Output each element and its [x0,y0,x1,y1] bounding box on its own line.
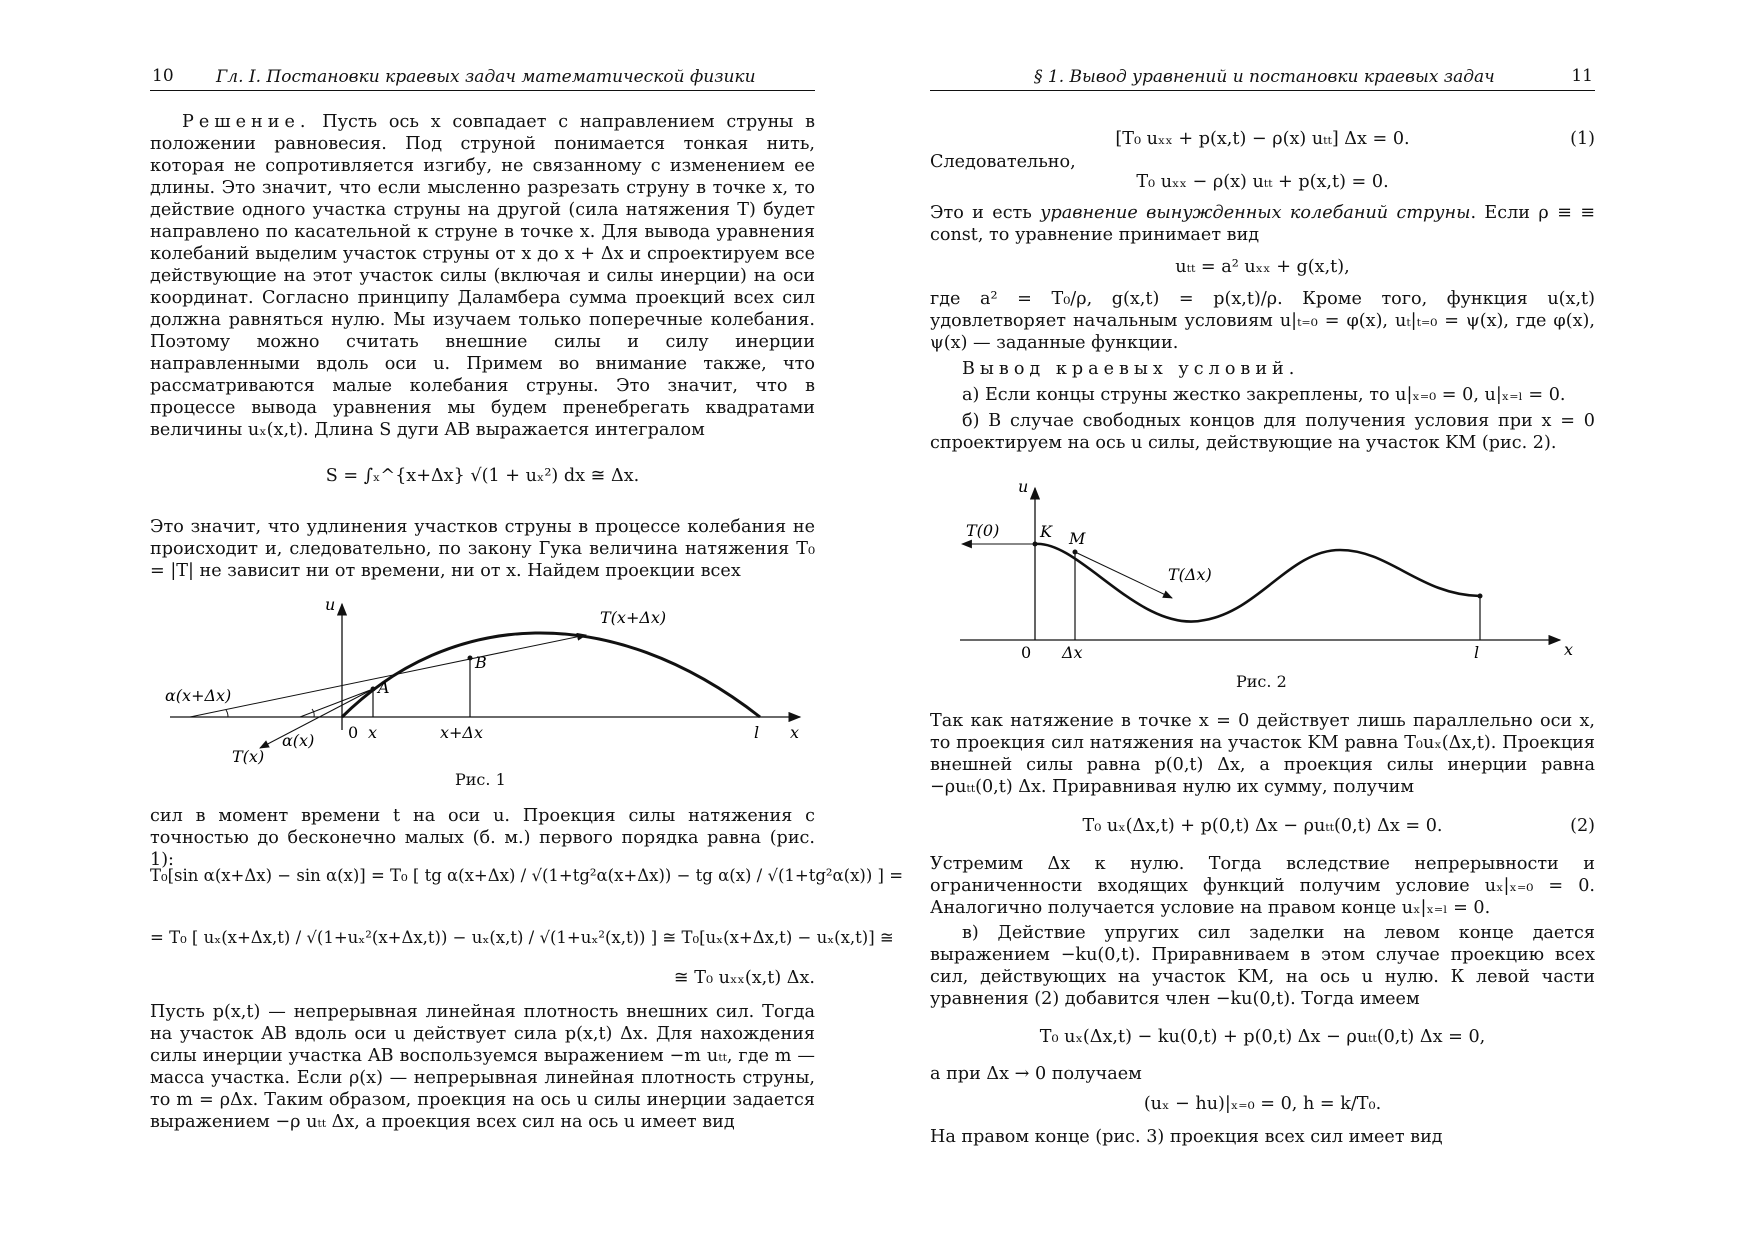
fig1-label-xdx-tick: x+Δx [440,723,484,742]
left-running-title: Гл. I. Постановки краевых задач математической физики [216,67,756,87]
fig2-label-l: l [1474,643,1480,660]
fig2-label-k: K [1040,522,1052,541]
fig1-label-t-xdx: T(x+Δx) [600,608,667,627]
tangent-a-ext [300,689,373,717]
fig1-label-x-tick: x [368,723,378,742]
paragraph-4: Пусть p(x,t) — непрерывная линейная плотность внешних сил. Тогда на участок AB вдоль оси u действует сила p(x,t) Δx. Для нахождения силы инерции участка AB воспользуемся выражением −m uₜₜ, где m — масса участка. Если ρ(x) — непрерывная линейная плотность струны, то m = ρΔx. Таким образом, проекция на ось u силы инерции задается выражением −ρ uₜₜ Δx, а проекция всех сил на ось u имеет вид [150,1002,815,1132]
paragraph-3: сил в момент времени t на оси u. Проекция силы натяжения с точностью до бесконечно малых (б. м.) первого порядка равна (рис. 1): [150,806,815,870]
bc-heading: Вывод краевых условий. [962,359,1300,379]
consequently-text: Следовательно, [930,152,1076,172]
right-running-title: § 1. Вывод уравнений и постановки краевых задач [1034,67,1495,87]
fig2-label-dx: Δx [1062,643,1083,660]
fig2-label-origin: 0 [1021,643,1032,660]
alpha-xdx-arc [226,710,228,717]
point-b [468,656,473,661]
equation-projection-line-3: ≅ T₀ uₓₓ(x,t) Δx. [673,968,815,988]
fig1-label-origin: 0 [348,723,359,742]
equation-arc-length: S = ∫ₓ^{x+Δx} √(1 + uₓ²) dx ≅ Δx. [325,466,640,486]
paragraph-5: Так как натяжение в точке x = 0 действует лишь параллельно оси x, то проекция сил натяжения на участок KM равна T₀uₓ(Δx,t). Проекция внешней силы равна p(0,t) Δx, а проекция силы инерции равна −ρuₜₜ(0,t) Δx. Приравнивая нулю их сумму, получим [930,711,1595,797]
equation-projection-line-1: T₀[sin α(x+Δx) − sin α(x)] = T₀ [ tg α(x+Δx) / √(1+tg²α(x+Δx)) − tg α(x) / √(1+tg²α(x)) ] = [150,866,904,885]
equation-1 [930,128,1595,150]
right-header [930,64,1595,91]
paragraph-9: На правом конце (рис. 3) проекция всех сил имеет вид [930,1127,1443,1147]
fig2-label-tdx: T(Δx) [1168,565,1212,584]
fig1-label-b: B [475,653,487,672]
fig1-label-l: l [754,723,760,742]
fig1-label-t-x: T(x) [232,747,265,765]
string-curve [342,633,760,717]
paragraph-where: где a² = T₀/ρ, g(x,t) = p(x,t)/ρ. Кроме того, функция u(x,t) удовлетворяет начальным условиям u|ₜ₌₀ = φ(x), uₜ|ₜ₌₀ = ψ(x), где φ(x), ψ(x) — заданные функции. [930,289,1595,353]
equation-1-number: (1) [1570,129,1595,149]
equation-projection-line-2: = T₀ [ uₓ(x+Δx,t) / √(1+uₓ²(x+Δx,t)) − uₓ(x,t) / √(1+uₓ²(x,t)) ] ≅ T₀[uₓ(x+Δx,t) − uₓ(x,t)] ≅ [150,928,894,947]
paragraph-1: Пусть ось x совпадает с направлением струны в положении равновесия. Под струной понимается тонкая нить, которая не сопротивляется изгибу, не связанному с изменением ее длины. Это значит, что если мысленно разрезать струну в точке x, то действие одного участка струны на другой (сила натяжения T) будет направлено по касательной к струне в точке x. Для вывода уравнения колебаний выделим участок струны от x до x + Δx и спроектируем все действующие на этот участок силы (включая и силы инерции) на оси координат. Согласно принципу Даламбера сумма проекций всех сил должна равняться нулю. Мы изучаем только поперечные колебания. Поэтому можно считать внешние силы и силу инерции направленными вдоль оси u. Примем во внимание также, что рассматриваются малые колебания струны. Это значит, что в процессе вывода уравнения мы будем пренебрегать квадратами величины uₓ(x,t). Длина S дуги AB выражается интегралом [150,112,815,440]
forced-term: уравнение вынужденных колебаний струны [1040,203,1471,223]
fig2-label-m: M [1069,529,1086,548]
left-header [150,64,815,91]
fig2-label-x: x [1564,640,1574,659]
fig2-label-t0: T(0) [966,521,1000,540]
figure-2 [950,470,1590,660]
fig2-tdx-vector [1075,552,1172,598]
point-a [371,687,376,692]
fig2-point-k [1033,542,1038,547]
forced-text-a: Это и есть [930,203,1041,223]
figure-1-caption: Рис. 1 [455,770,506,789]
right-page-number: 11 [1571,66,1593,86]
equation-2 [930,815,1595,837]
equation-wave: uₜₜ = a² uₓₓ + g(x,t), [1175,257,1350,277]
fig1-label-alpha-x: α(x) [282,731,315,750]
bc-heading-line [930,358,1595,380]
alpha-x-arc [312,709,314,717]
equation-2-body: T₀ uₓ(Δx,t) + p(0,t) Δx − ρuₜₜ(0,t) Δx = 0. [1082,816,1443,836]
tangent-b [190,635,586,717]
left-page [150,0,904,1240]
paragraph-forced [930,202,1595,246]
fig1-label-x-axis: x [790,723,800,742]
paragraph-2: Это значит, что удлинения участков струны в процессе колебания не происходит и, следовательно, по закону Гука величина натяжения T₀ = |T| не зависит ни от времени, ни от x. Найдем проекции всех [150,517,815,581]
figure-1 [150,590,815,765]
item-b: б) В случае свободных концов для получения условия при x = 0 спроектируем на ось u силы, действующие на участок KM (рис. 2). [930,411,1595,453]
solution-paragraph [150,111,815,441]
fig1-label-a: A [378,678,390,697]
left-page-number: 10 [152,66,174,86]
paragraph-8: а при Δx → 0 получаем [930,1064,1142,1084]
equation-3: T₀ uₓ(Δx,t) − ku(0,t) + p(0,t) Δx − ρuₜₜ(0,t) Δx = 0, [1039,1027,1486,1047]
fig2-point-l [1478,594,1483,599]
fig1-label-u: u [325,595,336,614]
item-a: а) Если концы струны жестко закреплены, то u|ₓ₌₀ = 0, u|ₓ₌ₗ = 0. [962,385,1566,405]
forced-text-b: . Если ρ ≡ ≡ const, то уравнение принимает вид [930,203,1596,245]
fig2-string-curve [1035,544,1480,622]
equation-2-number: (2) [1570,816,1595,836]
equation-4: (uₓ − hu)|ₓ₌₀ = 0, h = k/T₀. [1143,1094,1382,1114]
figure-2-caption: Рис. 2 [1236,672,1287,691]
fig2-label-u: u [1018,477,1029,496]
equation-1-body: [T₀ uₓₓ + p(x,t) − ρ(x) uₜₜ] Δx = 0. [1115,129,1410,149]
solution-label: Решение. [182,112,311,132]
paragraph-6: Устремим Δx к нулю. Тогда вследствие непрерывности и ограниченности входящих функций получим условие uₓ|ₓ₌₀ = 0. Аналогично получается условие на правом конце uₓ|ₓ₌ₗ = 0. [930,854,1595,918]
paragraph-7: в) Действие упругих сил заделки на левом конце дается выражением −ku(0,t). Приравниваем в этом случае проекцию всех сил, действующих на участок KM, на ось u нулю. К левой части уравнения (2) добавится член −ku(0,t). Тогда имеем [930,923,1595,1009]
equation-1b: T₀ uₓₓ − ρ(x) uₜₜ + p(x,t) = 0. [1136,172,1389,192]
fig1-label-alpha-xdx: α(x+Δx) [165,686,232,705]
fig2-point-m [1073,550,1078,555]
right-page [930,0,1595,1240]
